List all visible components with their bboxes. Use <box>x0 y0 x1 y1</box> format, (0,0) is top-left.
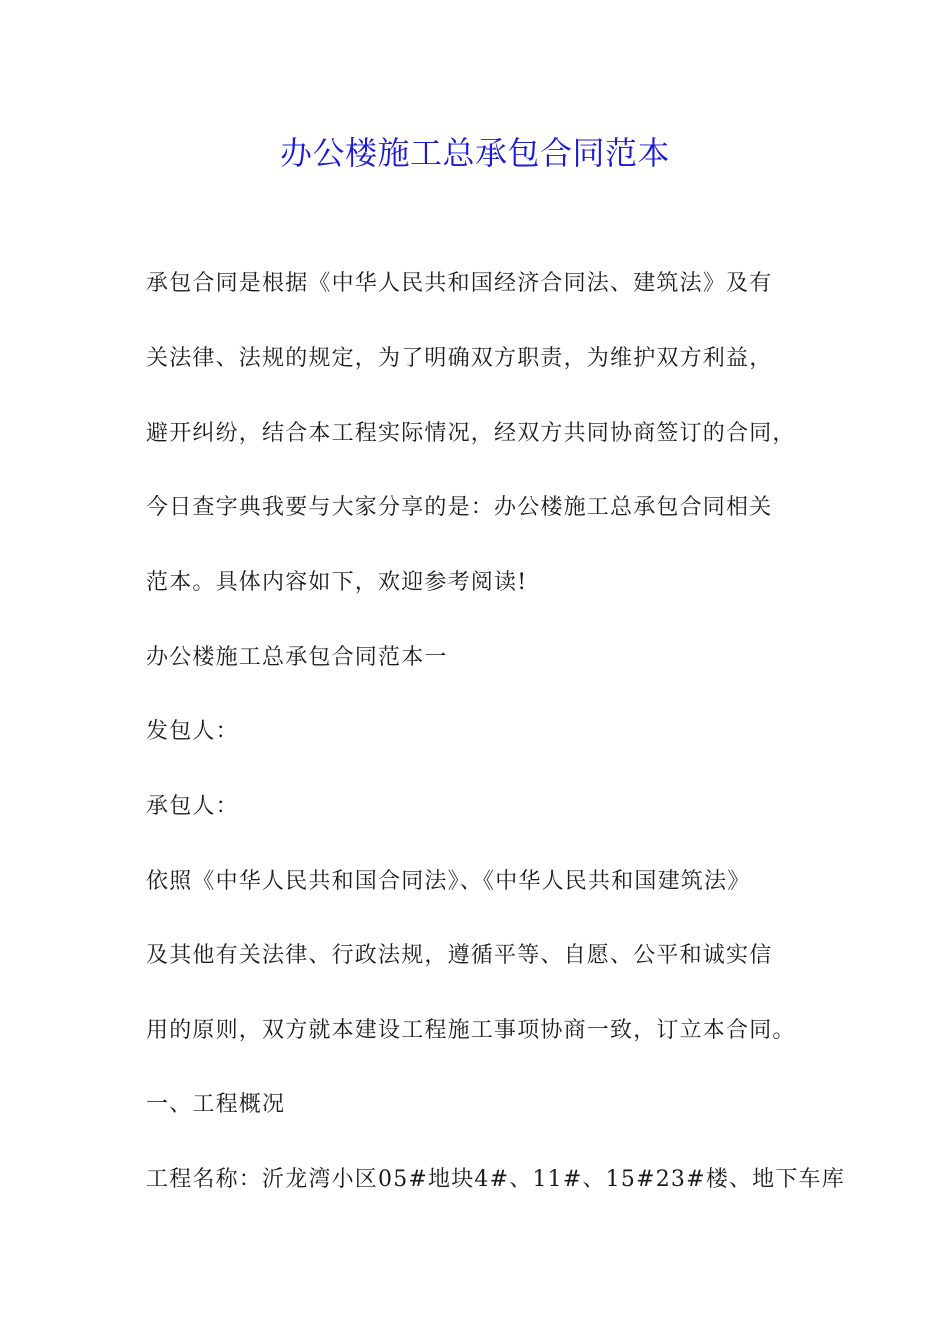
paragraph-line: 避开纠纷，结合本工程实际情况，经双方共同协商签订的合同， <box>146 421 796 446</box>
paragraph-line: 用的原则，双方就本建设工程施工事项协商一致，订立本合同。 <box>146 1018 796 1043</box>
paragraph-line: 及其他有关法律、行政法规，遵循平等、自愿、公平和诚实信 <box>146 943 773 968</box>
paragraph-line: 工程名称：沂龙湾小区05#地块4#、11#、15#23#楼、地下车库 <box>146 1167 845 1192</box>
document-title: 办公楼施工总承包合同范本 <box>279 134 670 172</box>
paragraph-line: 范本。具体内容如下，欢迎参考阅读! <box>146 570 528 595</box>
paragraph-line: 承包合同是根据《中华人民共和国经济合同法、建筑法》及有 <box>146 271 773 296</box>
party-employer-label: 发包人： <box>146 719 239 744</box>
section-heading: 办公楼施工总承包合同范本一 <box>146 645 448 670</box>
party-contractor-label: 承包人： <box>146 794 239 819</box>
paragraph-line: 关法律、法规的规定，为了明确双方职责，为维护双方利益， <box>146 346 773 371</box>
paragraph-line: 依照《中华人民共和国合同法》、《中华人民共和国建筑法》 <box>146 869 751 894</box>
section-heading: 一、工程概况 <box>146 1092 286 1117</box>
paragraph-line: 今日查字典我要与大家分享的是：办公楼施工总承包合同相关 <box>146 495 773 520</box>
